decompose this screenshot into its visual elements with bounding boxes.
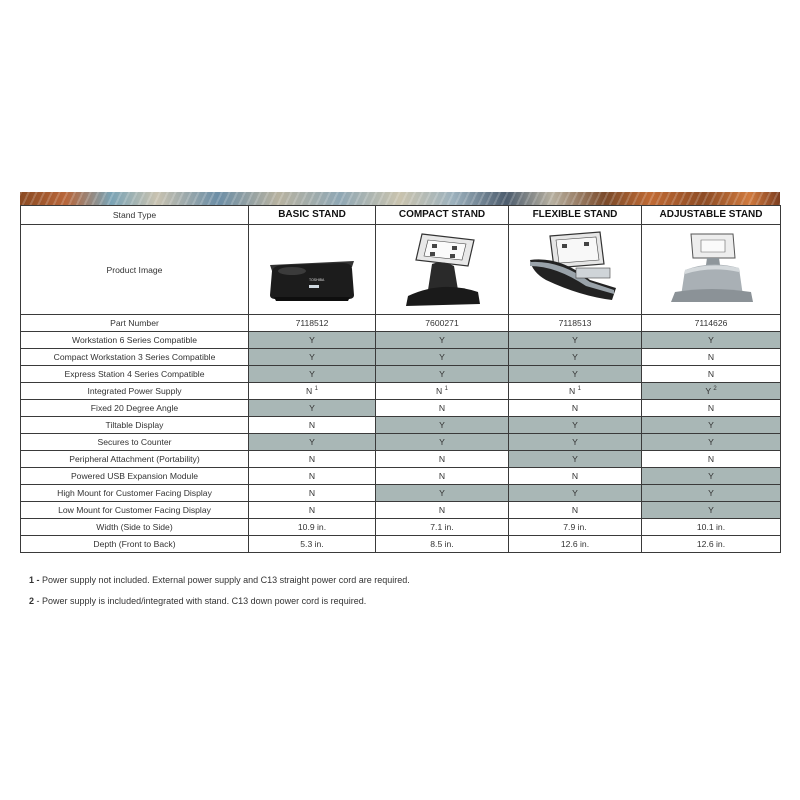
table-cell: Y [376,349,509,366]
table-row [21,451,781,468]
column-header-flexible: FLEXIBLE STAND [509,206,642,225]
table-cell: Y [249,400,376,417]
row-label: Peripheral Attachment (Portability) [21,451,249,468]
table-cell: N [642,400,781,417]
table-cell: 7.9 in. [509,519,642,536]
row-label: Secures to Counter [21,434,249,451]
footnote-2: 2 - Power supply is included/integrated with stand. C13 down power cord is required. [29,596,367,606]
table-cell: 8.5 in. [376,536,509,553]
decorative-banner [20,192,780,205]
table-row [21,502,781,519]
table-cell: Y [376,434,509,451]
column-header-basic: BASIC STAND [249,206,376,225]
table-cell: N [642,366,781,383]
flexible-stand-image [520,230,630,310]
compact-stand-image [392,230,492,310]
row-label: Compact Workstation 3 Series Compatible [21,349,249,366]
table-row [21,536,781,553]
table-cell: N $^1$ [509,383,642,400]
table-cell: Y [642,468,781,485]
table-row [21,315,781,332]
table-cell: 10.9 in. [249,519,376,536]
table-cell: 7114626 [642,315,781,332]
footnote-marker: 1 [577,386,581,393]
table-row [21,434,781,451]
table-cell: N [249,468,376,485]
table-cell: Y [249,434,376,451]
row-label: Workstation 6 Series Compatible [21,332,249,349]
table-cell: N [249,502,376,519]
table-cell: 7118513 [509,315,642,332]
table-cell: N [642,349,781,366]
table-row [21,519,781,536]
table-cell: N [376,502,509,519]
row-label: Fixed 20 Degree Angle [21,400,249,417]
column-header-compact: COMPACT STAND [376,206,509,225]
table-cell: 12.6 in. [642,536,781,553]
table-cell: Y $^2$ [642,383,781,400]
table-cell: 7.1 in. [376,519,509,536]
row-label: Width (Side to Side) [21,519,249,536]
table-cell: N [376,451,509,468]
table-cell: 5.3 in. [249,536,376,553]
table-cell: Y [642,332,781,349]
row-label: Express Station 4 Series Compatible [21,366,249,383]
table-row [21,468,781,485]
table-row [21,417,781,434]
product-image-cell [376,225,509,315]
table-row [21,485,781,502]
row-label: Tiltable Display [21,417,249,434]
table-cell: 12.6 in. [509,536,642,553]
footnote-marker: 2 [713,386,717,393]
table-cell: N [249,485,376,502]
table-row [21,400,781,417]
product-image-cell [509,225,642,315]
table-cell: N [509,400,642,417]
table-cell: N [249,417,376,434]
header-row [21,206,781,225]
row-label: Part Number [21,315,249,332]
footnote-marker: 1 [444,386,448,393]
table-cell: Y [249,332,376,349]
column-header-adjustable: ADJUSTABLE STAND [642,206,781,225]
stand-type-header: Stand Type [21,206,249,225]
table-cell: Y [509,485,642,502]
table-cell: Y [642,485,781,502]
product-image-cell [642,225,781,315]
table-cell: Y [509,434,642,451]
table-row [21,366,781,383]
row-label: Depth (Front to Back) [21,536,249,553]
table-cell: N [376,468,509,485]
table-cell: N [249,451,376,468]
table-cell: Y [642,434,781,451]
table-cell: Y [249,366,376,383]
row-label: Powered USB Expansion Module [21,468,249,485]
footnote-marker: 1 [314,386,318,393]
table-cell: Y [509,417,642,434]
table-cell: N [509,502,642,519]
table-cell: Y [509,366,642,383]
table-cell: Y [642,417,781,434]
table-row [21,349,781,366]
row-label: Integrated Power Supply [21,383,249,400]
table-cell: N $^1$ [376,383,509,400]
table-cell: 10.1 in. [642,519,781,536]
table-cell: Y [509,349,642,366]
row-label: High Mount for Customer Facing Display [21,485,249,502]
product-image-cell [249,225,376,315]
stand-comparison-table [20,205,781,553]
svg-text:TOSHIBA: TOSHIBA [309,277,325,282]
table-cell: 7600271 [376,315,509,332]
table-cell: Y [249,349,376,366]
table-cell: N $^1$ [249,383,376,400]
table-cell: Y [509,332,642,349]
product-image-row [21,225,781,315]
table-cell: Y [376,485,509,502]
table-cell: Y [509,451,642,468]
basic-stand-image [262,235,362,305]
table-cell: Y [376,332,509,349]
table-cell: Y [376,366,509,383]
table-cell: N [642,451,781,468]
footnote-1: 1 - Power supply not included. External power supply and C13 straight power cord are required. [29,575,410,585]
table-cell: Y [376,417,509,434]
table-cell: N [509,468,642,485]
table-cell: N [376,400,509,417]
row-label: Low Mount for Customer Facing Display [21,502,249,519]
adjustable-stand-image [661,230,761,310]
footnotes [29,574,410,616]
table-row [21,332,781,349]
table-cell: Y [642,502,781,519]
table-row [21,383,781,400]
table-cell: 7118512 [249,315,376,332]
row-label: Product Image [21,225,249,315]
